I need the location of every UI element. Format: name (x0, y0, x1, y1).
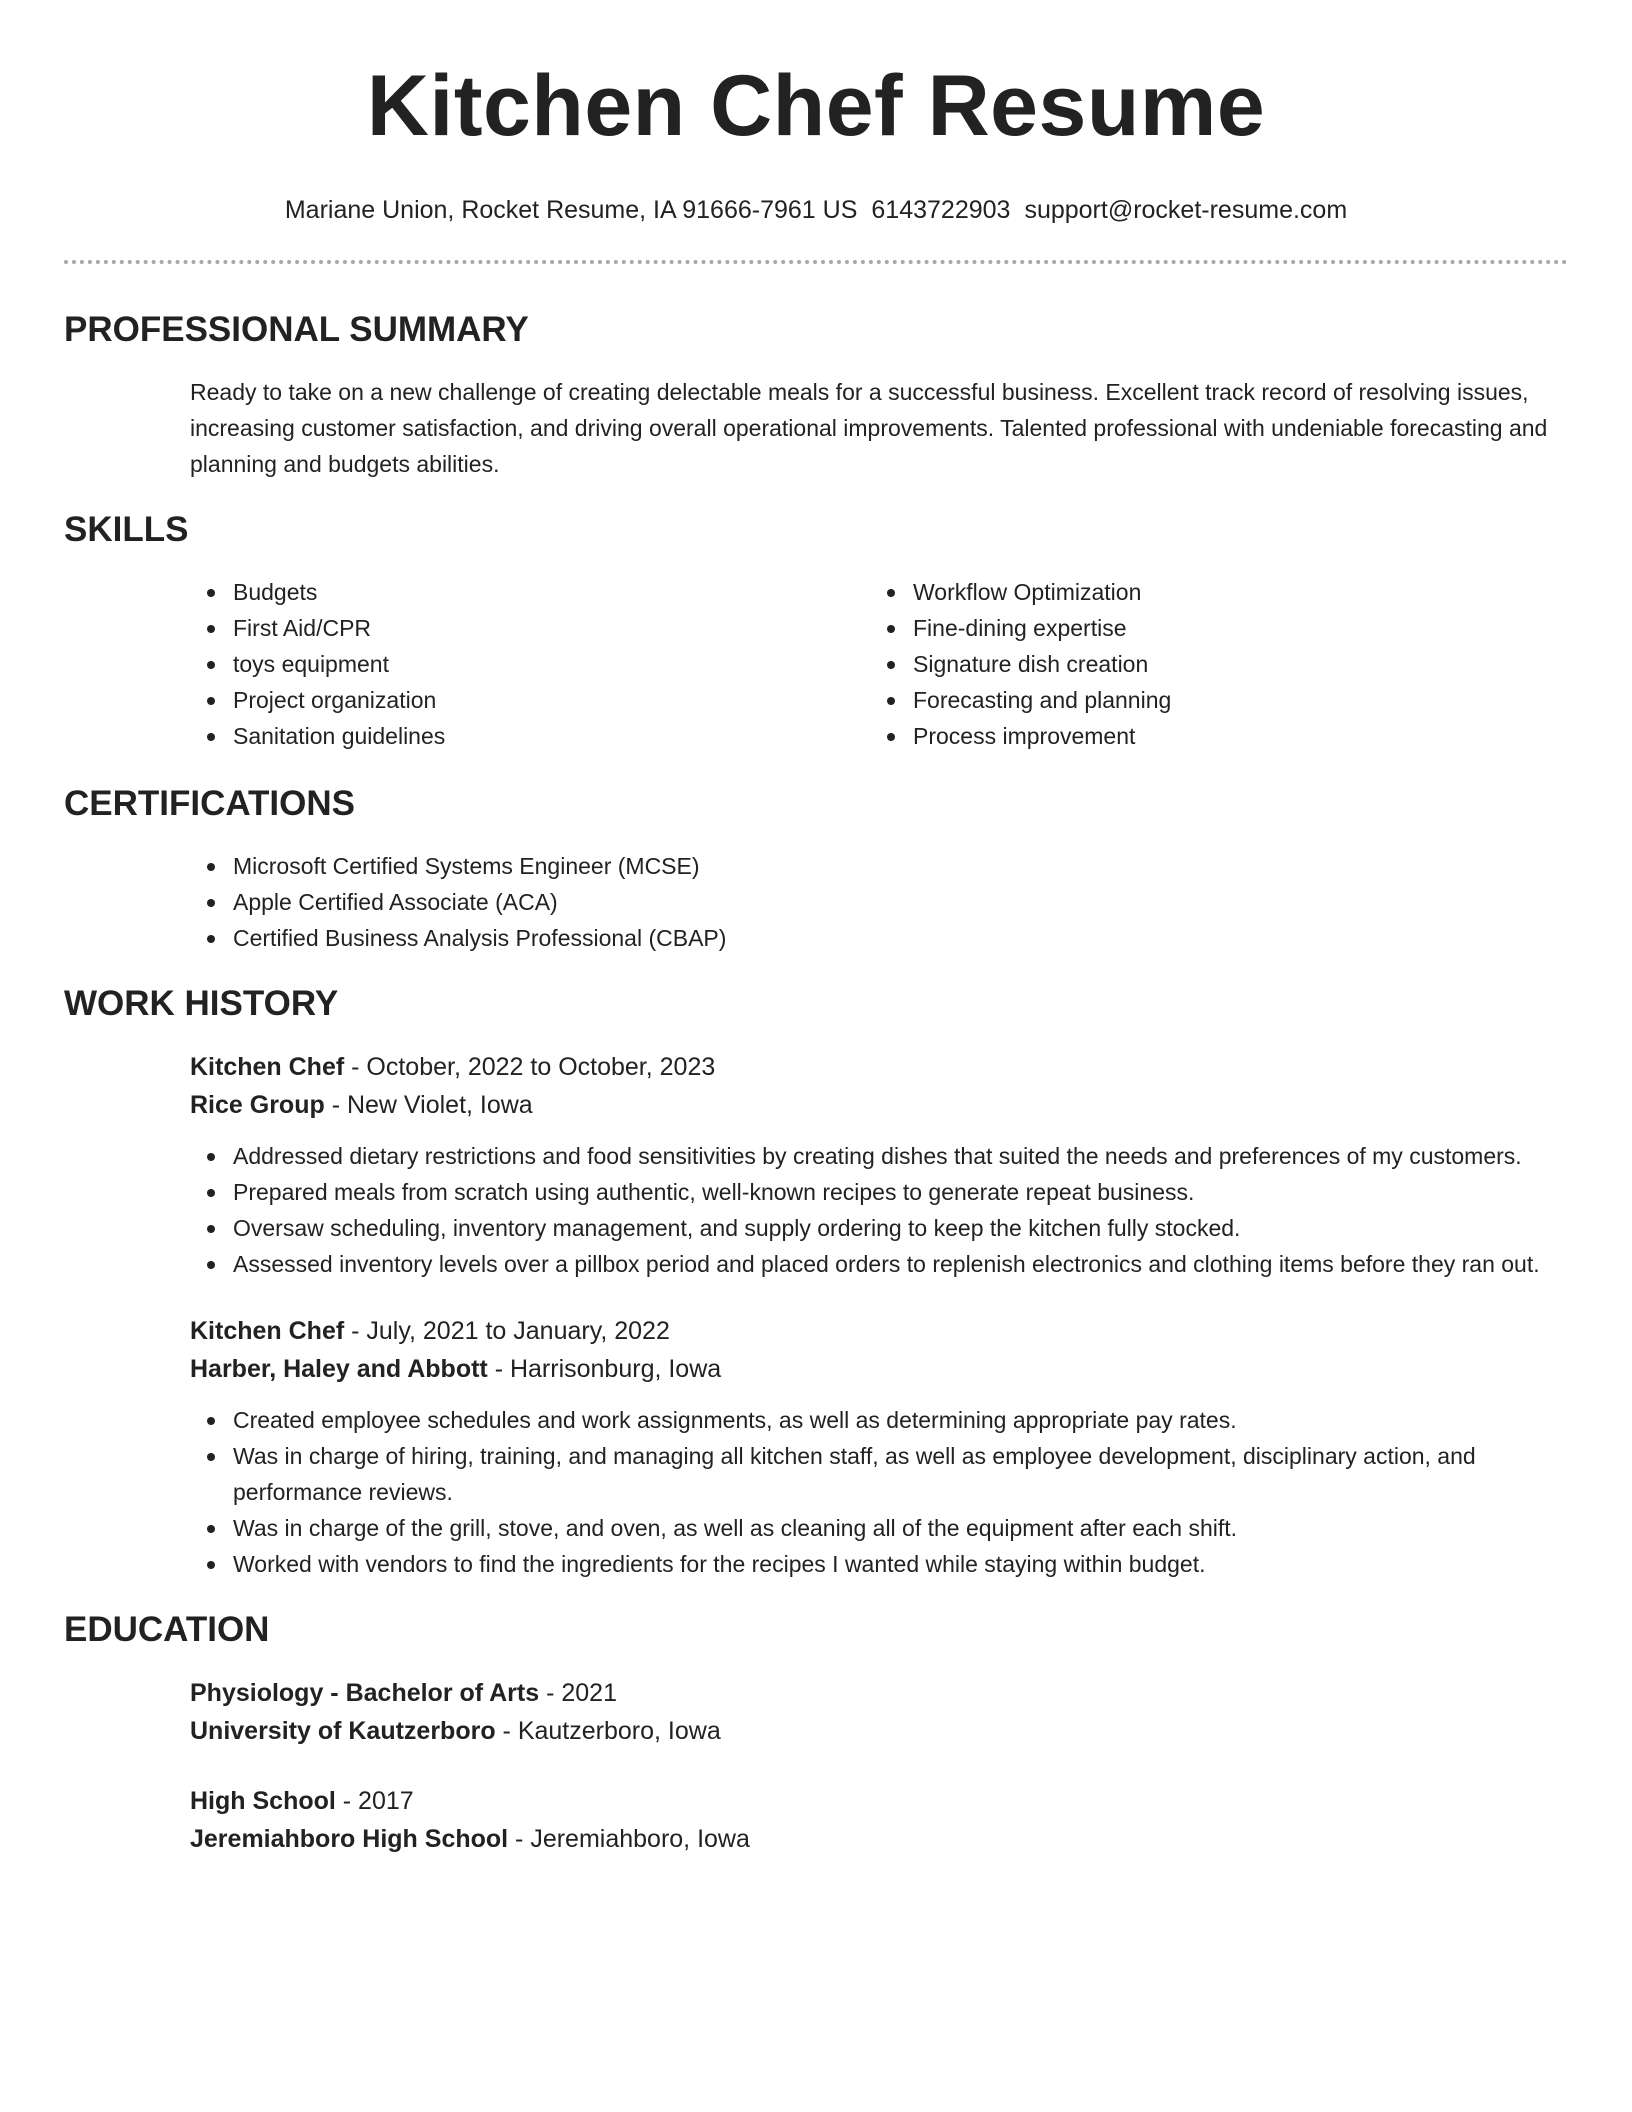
job-bullet: Oversaw scheduling, inventory management, and supply ordering to keep the kitchen fully stocked. (190, 1210, 1568, 1246)
contact-email: support@rocket-resume.com (1024, 196, 1348, 224)
job-company: Rice Group (190, 1091, 325, 1119)
education-degree: High School (190, 1787, 336, 1815)
skill-item: Sanitation guidelines (190, 718, 870, 754)
job-title: Kitchen Chef (190, 1053, 345, 1081)
education-year: - 2021 (539, 1679, 617, 1707)
skill-item: First Aid/CPR (190, 610, 870, 646)
education-degree-line (190, 1782, 1568, 1820)
education-entry (190, 1674, 1568, 1750)
education-degree: Physiology - Bachelor of Arts (190, 1679, 540, 1707)
certification-item: Apple Certified Associate (ACA) (190, 884, 1568, 920)
job-bullet: Was in charge of the grill, stove, and oven, as well as cleaning all of the equipment after each shift. (190, 1510, 1568, 1546)
skill-item: Process improvement (870, 718, 1550, 754)
contact-line (64, 194, 1568, 226)
skill-item: Forecasting and planning (870, 682, 1550, 718)
job-bullet: Worked with vendors to find the ingredients for the recipes I wanted while staying within budget. (190, 1546, 1568, 1582)
skills-list-right (870, 574, 1550, 754)
contact-address: Mariane Union, Rocket Resume, IA 91666-7961 US (284, 196, 858, 224)
resume-page (64, 0, 1568, 1858)
summary-heading: PROFESSIONAL SUMMARY (64, 310, 529, 349)
summary-text: Ready to take on a new challenge of creating delectable meals for a successful business. Excellent track record of resolving issues, increasing customer satisfaction, and driving overall operational improvements. Talented professional with undeniable forecasting and planning and budgets abilities. (190, 379, 1548, 477)
certifications-heading: CERTIFICATIONS (64, 784, 356, 823)
job-dates: - July, 2021 to January, 2022 (344, 1317, 670, 1345)
skill-item: toys equipment (190, 646, 870, 682)
job-company-line (190, 1086, 1568, 1124)
certification-item: Microsoft Certified Systems Engineer (MCSE) (190, 848, 1568, 884)
skill-item: Fine-dining expertise (870, 610, 1550, 646)
certifications-list (190, 848, 1568, 956)
job-location: - New Violet, Iowa (324, 1091, 533, 1119)
job-company: Harber, Haley and Abbott (190, 1355, 488, 1383)
job-location: - Harrisonburg, Iowa (487, 1355, 722, 1383)
job-title-line (190, 1048, 1568, 1086)
education-entry (190, 1782, 1568, 1858)
education-degree-line (190, 1674, 1568, 1712)
job-dates: - October, 2022 to October, 2023 (344, 1053, 716, 1081)
job-entry (190, 1048, 1568, 1282)
skill-item: Project organization (190, 682, 870, 718)
job-bullets (190, 1402, 1568, 1582)
education-school-line (190, 1712, 1568, 1750)
education-school-line (190, 1820, 1568, 1858)
contact-phone: 6143722903 (871, 196, 1011, 224)
job-bullet: Addressed dietary restrictions and food sensitivities by creating dishes that suited the needs and preferences of my customers. (190, 1138, 1568, 1174)
skill-item: Budgets (190, 574, 870, 610)
education-school: University of Kautzerboro (190, 1717, 496, 1745)
resume-title: Kitchen Chef Resume (366, 58, 1266, 154)
education-year: - 2017 (335, 1787, 414, 1815)
skill-item: Workflow Optimization (870, 574, 1550, 610)
skill-item: Signature dish creation (870, 646, 1550, 682)
certification-item: Certified Business Analysis Professional (CBAP) (190, 920, 1568, 956)
job-company-line (190, 1350, 1568, 1388)
job-title-line (190, 1312, 1568, 1350)
skills-heading: SKILLS (64, 510, 189, 549)
education-location: - Jeremiahboro, Iowa (508, 1825, 750, 1853)
job-bullet: Was in charge of hiring, training, and managing all kitchen staff, as well as employee development, disciplinary action, and performance reviews. (190, 1438, 1568, 1510)
education-school: Jeremiahboro High School (190, 1825, 509, 1853)
job-bullet: Created employee schedules and work assignments, as well as determining appropriate pay rates. (190, 1402, 1568, 1438)
skills-grid (190, 574, 1568, 754)
skills-list-left (190, 574, 870, 754)
job-bullets (190, 1138, 1568, 1282)
job-title: Kitchen Chef (190, 1317, 345, 1345)
education-location: - Kautzerboro, Iowa (495, 1717, 721, 1745)
job-bullet: Assessed inventory levels over a pillbox period and placed orders to replenish electronics and clothing items before they ran out. (190, 1246, 1568, 1282)
job-bullet: Prepared meals from scratch using authentic, well-known recipes to generate repeat business. (190, 1174, 1568, 1210)
header-divider (64, 260, 1568, 264)
education-heading: EDUCATION (64, 1610, 270, 1649)
job-entry (190, 1312, 1568, 1582)
work-history-heading: WORK HISTORY (64, 984, 339, 1023)
